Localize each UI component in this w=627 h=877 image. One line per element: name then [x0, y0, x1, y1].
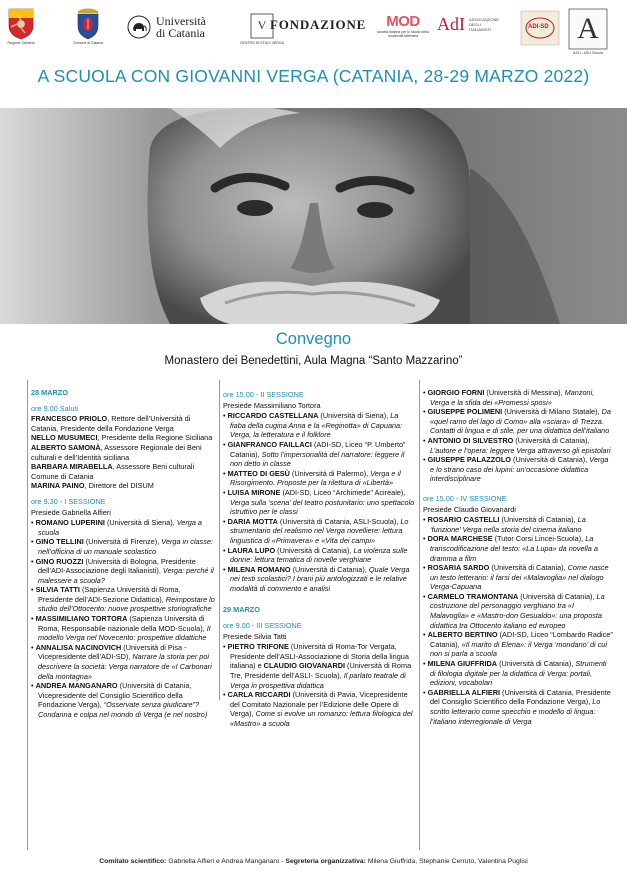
program-column-day2 — [423, 388, 613, 726]
speaker-role: , Presidente della Regione Siciliana — [97, 433, 213, 443]
greeting-entry — [31, 414, 216, 433]
speaker-entry: • GIORGIO FORNI (Università di Messina), Manzoni, Verga e la sfida dei «Promessi sposi» — [423, 388, 595, 407]
speaker-affiliation: (Università di Catania, Presidente del Consiglio Scientifico della Fondazione Verga), — [430, 687, 611, 707]
column-rule-2 — [219, 380, 220, 700]
event-heading: Convegno — [275, 330, 352, 348]
session-president: Presiede Massimiliano Tortora — [223, 400, 321, 410]
talk-title: Come si evolve un romanzo: lettura filologica del «Mastro» a scuola — [230, 709, 413, 728]
logo-strip — [0, 0, 627, 62]
speaker-affiliation: (Università di Pisa - Vicepresidente dell’ADI-SD), — [38, 642, 187, 662]
talk-title: Quale Verga nei testi scolastici? I brani più antologizzati e le relative modalità di commento e analisi — [230, 564, 410, 593]
talk-title: Sotto l’impersonalità del narratore: leggere il non detto in classe — [230, 449, 405, 469]
mod-logo — [373, 14, 433, 38]
talk-title: Manzoni, Verga e la sfida dei «Promessi sposi» — [430, 388, 595, 407]
session-president: Presiede Silvia Tatti — [223, 631, 287, 641]
speaker-name: DARIA MOTTA — [227, 516, 278, 526]
speaker-affiliation: (Università di Catania), — [497, 659, 576, 669]
fondazione-logo — [270, 17, 366, 33]
session-heading: ore 15.00 - IV SESSIONE — [423, 493, 507, 503]
column-rule-3 — [419, 380, 420, 850]
speaker-affiliation: (ADI-SD, Liceo “Lombardo Radice” Catania), — [430, 630, 613, 649]
speaker-name: PIETRO TRIFONE — [227, 642, 289, 652]
talk-title: L’autore e l’opera: leggere Verga attraverso gli epistolari — [430, 445, 611, 455]
speaker-entry: • PIETRO TRIFONE (Università di Roma-Tor Vergata, Presidente dell’ASLI-Associazione di Storia della lingua italiana) e CLAUDIO GIOVANARDI (Università di Roma Tre, Presidente dell’ASLI- Scuola), Il parlato teatrale di Verga in prospettiva didattica — [223, 642, 412, 690]
speaker-affiliation: (Università di Siena), — [104, 518, 177, 528]
page-title: A SCUOLA CON GIOVANNI VERGA (CATANIA, 28-29 MARZO 2022) — [37, 66, 590, 86]
session-president: Presiede Gabriella Alfieri — [31, 507, 111, 517]
mod-sub: società italiana per lo studio della modernità letteraria — [377, 30, 429, 38]
speaker-affiliation: (Università di Milano Statale), — [502, 407, 602, 417]
asli-emblem — [568, 8, 608, 50]
speaker-affiliation: (Università di Catania), — [290, 564, 369, 574]
regione-logo — [6, 6, 36, 45]
comune-label: Comune di Catania — [73, 41, 103, 45]
program-column-day1-afternoon — [223, 384, 415, 729]
speaker-role: , Rettore dell’Università di Catania, Presidente della Fondazione Verga — [31, 414, 191, 433]
speaker-name: GIORGIO FORNI — [427, 388, 485, 397]
speaker-name: GIUSEPPE PALAZZOLO — [427, 455, 511, 465]
speaker-entry: • MILENA GIUFFRIDA (Università di Catania), Strumenti di filologia digitale per la didattica di Verga: portali, edizioni, vocabolari — [423, 659, 607, 688]
program-column-day1-morning — [31, 384, 216, 720]
greeting-entry — [31, 481, 216, 491]
speaker-name: MATTEO DI GESÙ — [227, 468, 290, 478]
speaker-entry: • GIUSEPPE PALAZZOLO (Università di Catania), Verga e lo strano caso dei lupini: un’occasione didattica interdisciplinare — [423, 455, 609, 484]
speaker-name: ANNALISA NACINOVICH — [35, 642, 122, 652]
speaker-affiliation: (Università di Catania, Vicepresidente del Consiglio Scientifico della Fondazione Verga), — [38, 681, 192, 710]
speaker-name: ANDREA MANGANARO — [35, 681, 118, 691]
speaker-name: ANTONIO DI SILVESTRO — [427, 435, 514, 445]
speaker-entry: • DARIA MOTTA (Università di Catania, ASLI-Scuola), Lo strumentario del realismo nel Verga novelliere: lettura linguistica di «Primavera» e «Vita dei campi» — [223, 516, 409, 545]
speaker-entry: • GIANFRANCO FAILLACI (ADI-SD, Liceo “P. Umberto” Catania), Sotto l’impersonalità del narratore: leggere il non detto in classe — [223, 439, 406, 469]
talk-title: Reimpostare lo studio dell’Ottocento: nuove prospettive storiografiche — [38, 594, 215, 614]
talk-title: Come nasce un testo letterario: il farsi dei «Malavoglia» nel dialogo Verga-Capuana — [430, 563, 609, 592]
greeting-entry — [31, 433, 216, 443]
footer-names-comitato: Gabriella Alfieri e Andrea Manganaro - — [166, 858, 286, 865]
speaker-name: DORA MARCHESE — [427, 534, 493, 544]
speaker-affiliation: (Sapienza Università di Roma, Responsabile nazionale della MOD-Scuola), — [38, 614, 207, 633]
asli-label: ASLI - ASLI Scuola — [573, 51, 603, 55]
speaker-entry: • GINO RUOZZI (Università di Bologna, Presidente dell’ADI-Associazione degli Italianisti), Verga: perché il malessere a scuola? — [31, 556, 214, 585]
speaker-name: ALBERTO SAMONÀ — [31, 442, 101, 452]
unict-elephant-icon — [126, 14, 152, 40]
adi-logo — [437, 14, 499, 35]
speaker-name: GINO RUOZZI — [35, 556, 84, 566]
speaker-entry: • DORA MARCHESE (Tutor Corsi Lincei-Scuola), La transcodificazione del testo: «La Lupa» da novella a dramma a film — [423, 534, 598, 563]
speaker-name: ROSARIO CASTELLI — [427, 515, 500, 525]
speaker-entry: • MATTEO DI GESÙ (Università di Palermo), Verga e il Risorgimento. Proposte per la rilettura di «Libertà» — [223, 468, 401, 488]
talk-title: «Il marito di Elena»: il Verga ‘mondano’ di cui non si parla a scuola — [430, 639, 607, 659]
adisd-logo — [520, 10, 560, 46]
unict-logo — [126, 14, 206, 40]
speaker-name: SILVIA TATTI — [35, 585, 80, 595]
speaker-name: GIUSEPPE POLIMENI — [427, 407, 503, 417]
speaker-entry: • LAURA LUPO (Università di Catania), La violenza sulle donne: lettura tematica di novelle verghiane — [223, 545, 408, 565]
speaker-entry: • ALBERTO BERTINO (ADI-SD, Liceo “Lombardo Radice” Catania), «Il marito di Elena»: il Verga ‘mondano’ di cui non si parla a scuola — [423, 630, 613, 659]
svg-text:A: A — [577, 12, 599, 45]
session-heading: ore 15.00 - II SESSIONE — [223, 390, 304, 399]
speaker-name: LUISA MIRONE — [227, 487, 281, 497]
talk-title: Il parlato teatrale di Verga in prospettiva didattica — [230, 671, 406, 690]
footer-names-segreteria: Milena Giuffrida, Stephanie Cerruto, Valentina Puglisi — [365, 858, 528, 865]
speaker-name: RICCARDO CASTELLANA — [227, 411, 319, 421]
speaker-name: GABRIELLA ALFIERI — [427, 687, 501, 697]
speaker-affiliation: (Università di Catania), — [499, 515, 578, 525]
talk-title: La fiaba della cugina Anna e la «Reginotta» di Capuana: Verga, la letteratura e il folklore — [230, 411, 403, 440]
unict-line1: Università — [156, 14, 206, 28]
speaker-name: ROSARIA SARDO — [427, 563, 490, 573]
talk-title: Verga in classe: nell’officina di un manuale scolastico — [38, 537, 213, 556]
speaker-entry: • ANNALISA NACINOVICH (Università di Pisa - Vicepresidente dell’ADI-SD), Narrare la storia per poi descrivere la società: Verga narratore de «I Carbonari della montagna» — [31, 642, 212, 681]
talk-title: Verga e lo strano caso dei lupini: un’occasione didattica interdisciplinare — [430, 455, 609, 484]
speaker-name: ROMANO LUPERINI — [35, 518, 105, 528]
regione-emblem — [6, 6, 36, 40]
speaker-affiliation: (Università di Catania), — [510, 455, 590, 465]
adisd-mark: ADI-SD — [528, 24, 549, 30]
speaker-entry: • ANTONIO DI SILVESTRO (Università di Catania), L’autore e l’opera: leggere Verga attraverso gli epistolari — [423, 435, 611, 455]
speaker-name: MILENA GIUFFRIDA — [427, 659, 498, 669]
speaker-name: MILENA ROMANO — [227, 564, 291, 574]
speaker-entry: • SILVIA TATTI (Sapienza Università di Roma, Presidente dell’ADI-Sezione Didattica), Reimpostare lo studio dell’Ottocento: nuove prospettive storiografiche — [31, 585, 215, 614]
speaker-name: MASSIMILIANO TORTORA — [35, 614, 128, 624]
speaker-affiliation: (Università di Roma Tre, Presidente dell’ASLI- Scuola), — [230, 661, 412, 681]
session-president: Presiede Claudio Giovanardi — [423, 504, 516, 514]
speaker-entry: • RICCARDO CASTELLANA (Università di Siena), La fiaba della cugina Anna e la «Reginotta» di Capuana: Verga, la letteratura e il folklore — [223, 411, 403, 440]
speaker-affiliation: (Università di Palermo), — [289, 468, 371, 478]
venue-line: Monastero dei Benedettini, Aula Magna “Santo Mazzarino” — [164, 355, 463, 367]
speaker-affiliation: (Università di Bologna, Presidente dell’ADI-Associazione degli Italianisti), — [38, 556, 196, 576]
program-columns — [0, 380, 627, 850]
talk-title: Verga sulla ‘scena’ del teatro postunitario: uno spettacolo istruttivo per le classi — [230, 497, 415, 517]
svg-text:V: V — [257, 18, 267, 32]
talk-title: Strumenti di filologia digitale per la didattica di Verga: portali, edizioni, vocabolari — [430, 659, 607, 688]
talk-title: Lo scritto letterario come specchio e modello di lingua: l’italiano interregionale di Verga — [430, 697, 601, 726]
speaker-entry: • ROSARIA SARDO (Università di Catania), Come nasce un testo letterario: il farsi dei «Malavoglia» nel dialogo Verga-Capuana — [423, 563, 609, 592]
day-heading: 28 MARZO — [31, 388, 68, 397]
speaker-role: , Direttore del DISUM — [84, 481, 154, 491]
speaker-name: ALBERTO BERTINO — [427, 630, 498, 640]
comune-emblem — [72, 6, 104, 40]
speaker-name: GIANFRANCO FAILLACI — [227, 439, 312, 449]
speaker-affiliation: (Sapienza Università di Roma, Presidente dell’ADI-Sezione Didattica), — [38, 585, 181, 604]
speaker-name: FRANCESCO PRIOLO — [31, 414, 108, 424]
talk-title: La violenza sulle donne: lettura tematica di novelle verghiane — [230, 545, 408, 565]
session-heading: ore 9.00 Saluti — [31, 403, 79, 413]
speaker-entry: • MILENA ROMANO (Università di Catania), Quale Verga nei testi scolastici? I brani più antologizzati e le relative modalità di commento e analisi — [223, 564, 410, 593]
footer-label-segreteria: Segreteria organizzativa: — [285, 858, 366, 865]
talk-title: La ‘funzione’ Verga nella storia del cinema italiano — [430, 515, 586, 534]
speaker-role: , Assessore Regionale dei Beni culturali e dell’Identità siciliana — [31, 442, 202, 462]
portrait-illustration — [0, 108, 627, 324]
talk-title: Verga: perché il malessere a scuola? — [38, 566, 214, 585]
speaker-name: NELLO MUSUMECI — [31, 433, 98, 443]
speaker-role: , Assessore Beni culturali Comune di Catania — [31, 462, 195, 481]
day-heading: 29 MARZO — [223, 605, 260, 615]
speaker-entry: • LUISA MIRONE (ADI-SD, Liceo “Archimede” Acireale), Verga sulla ‘scena’ del teatro postunitario: uno spettacolo istruttivo per le classi — [223, 487, 415, 517]
talk-title: Narrare la storia per poi descrivere la società: Verga narratore de «I Carbonari della montagna» — [38, 652, 212, 681]
speaker-entry: • GABRIELLA ALFIERI (Università di Catania, Presidente del Consiglio Scientifico della Fondazione Verga), Lo scritto letterario come specchio e modello di lingua: l’italiano interregionale di Verga — [423, 687, 611, 726]
talk-title: La transcodificazione del testo: «La Lupa» da novella a dramma a film — [430, 534, 598, 563]
asli-logo — [568, 8, 608, 55]
speaker-name: LAURA LUPO — [227, 545, 276, 555]
speaker-entry: • MASSIMILIANO TORTORA (Sapienza Università di Roma, Responsabile nazionale della MOD-Scuola), Il modello Verga nel Novecento: prospettive didattiche — [31, 614, 211, 643]
speaker-affiliation: (Università di Roma-Tor Vergata, Presidente dell’ASLI-Associazione di Storia della lingua italiana) e — [230, 642, 409, 671]
talk-title: Da «quel ramo del lago di Como» alla «sciara» di Trezza. Contatti di lingua e di stile, per una didattica dell’italiano — [430, 407, 611, 436]
speaker-affiliation: (Università di Messina), — [484, 388, 565, 397]
speaker-affiliation: (Università di Pavia, Vicepresidente del Comitato Nazionale per l’Edizione delle Opere di Verga), — [230, 690, 408, 719]
speaker-name: CLAUDIO GIOVANARDI — [263, 661, 346, 671]
speaker-name: GINO TELLINI — [35, 537, 84, 547]
footer-credits — [0, 858, 627, 865]
speaker-name: CARMELO TRAMONTANA — [427, 591, 519, 601]
speaker-name: BARBARA MIRABELLA — [31, 462, 113, 472]
adi-sub-2: DEGLI — [469, 22, 482, 27]
mod-mark: MOD — [386, 13, 420, 30]
speaker-name: MARINA PAINO — [31, 481, 85, 491]
regione-label: Regione Siciliana — [7, 41, 35, 45]
verga-portrait-photo — [0, 108, 627, 324]
talk-title: Lo strumentario del realismo nel Verga novelliere: lettura linguistica di «Primavera» e «Vita dei campi» — [230, 516, 409, 545]
speaker-entry: • ROMANO LUPERINI (Università di Siena), Verga a scuola — [31, 518, 202, 537]
comune-logo — [72, 6, 104, 45]
speaker-affiliation: (Università di Catania), — [513, 435, 590, 445]
speaker-affiliation: (Università di Catania, ASLI-Scuola), — [277, 516, 401, 526]
speaker-entry: • ANDREA MANGANARO (Università di Catania, Vicepresidente del Consiglio Scientifico della Fondazione Verga), “Osservate senza giudicare”? Condanna e colpa nel mondo di Verga (e nel nostro) — [31, 681, 208, 719]
greeting-entry — [31, 443, 216, 462]
speaker-entry: • GINO TELLINI (Università di Firenze), Verga in classe: nell’officina di un manuale scolastico — [31, 537, 213, 556]
speaker-affiliation: (Università di Catania), — [489, 563, 568, 573]
session-heading: ore 9.00 - III SESSIONE — [223, 621, 302, 631]
greeting-entry — [31, 462, 216, 481]
talk-title: Verga a scuola — [38, 518, 202, 537]
adi-sub-3: ITALIANISTI — [469, 27, 492, 32]
unict-line2: di Catania — [156, 26, 205, 40]
session-heading: ore 9.30 - I SESSIONE — [31, 496, 106, 506]
speaker-affiliation: (Università di Catania), — [275, 545, 354, 555]
adi-sub-1: ASSOCIAZIONE — [469, 17, 500, 22]
speaker-affiliation: (ADI-SD, Liceo “Archimede” Acireale), — [280, 487, 406, 497]
speaker-affiliation: (Tutor Corsi Lincei-Scuola), — [492, 534, 586, 544]
speaker-entry: • GIUSEPPE POLIMENI (Università di Milano Statale), Da «quel ramo del lago di Como» alla «sciara» di Trezza. Contatti di lingua e di stile, per una didattica dell’italiano — [423, 407, 611, 436]
speaker-entry: • ROSARIO CASTELLI (Università di Catania), La ‘funzione’ Verga nella storia del cinema italiano — [423, 515, 586, 534]
speaker-entry: • CARMELO TRAMONTANA (Università di Catania), La costruzione del personaggio verghiano tra «I Malavoglia» e «Mastro-don Gesualdo»: una proposta didattica tra Ottocento italiano ed europeo — [423, 591, 605, 630]
speaker-affiliation: (ADI-SD, Liceo “P. Umberto” Catania), — [230, 439, 406, 459]
speaker-affiliation: (Università di Catania), — [518, 591, 597, 601]
footer-label-comitato: Comitato scientifico: — [99, 858, 167, 865]
speaker-affiliation: (Università di Siena), — [318, 411, 391, 421]
talk-title: “Osservate senza giudicare”? Condanna e colpa nel mondo di Verga (e nel nostro) — [38, 700, 208, 719]
speaker-entry: • CARLA RICCARDI (Università di Pavia, Vicepresidente del Comitato Nazionale per l’Edizione delle Opere di Verga), Come si evolve un romanzo: lettura filologica del «Mastro» a scuola — [223, 690, 413, 728]
talk-title: La costruzione del personaggio verghiano tra «I Malavoglia» e «Mastro-don Gesualdo»: una proposta didattica tra Ottocento italiano ed europeo — [430, 591, 605, 630]
centro-label: CENTRO DI STUDI VERGA — [240, 41, 284, 45]
column-rule-1 — [27, 380, 28, 850]
talk-title: Verga e il Risorgimento. Proposte per la rilettura di «Libertà» — [230, 468, 401, 488]
fondazione-label: FONDAZIONE — [270, 17, 367, 32]
talk-title: Il modello Verga nel Novecento: prospettive didattiche — [38, 623, 211, 643]
speaker-name: CARLA RICCARDI — [227, 690, 291, 700]
adi-mark: AdI — [437, 14, 465, 34]
speaker-affiliation: (Università di Firenze), — [83, 537, 162, 547]
